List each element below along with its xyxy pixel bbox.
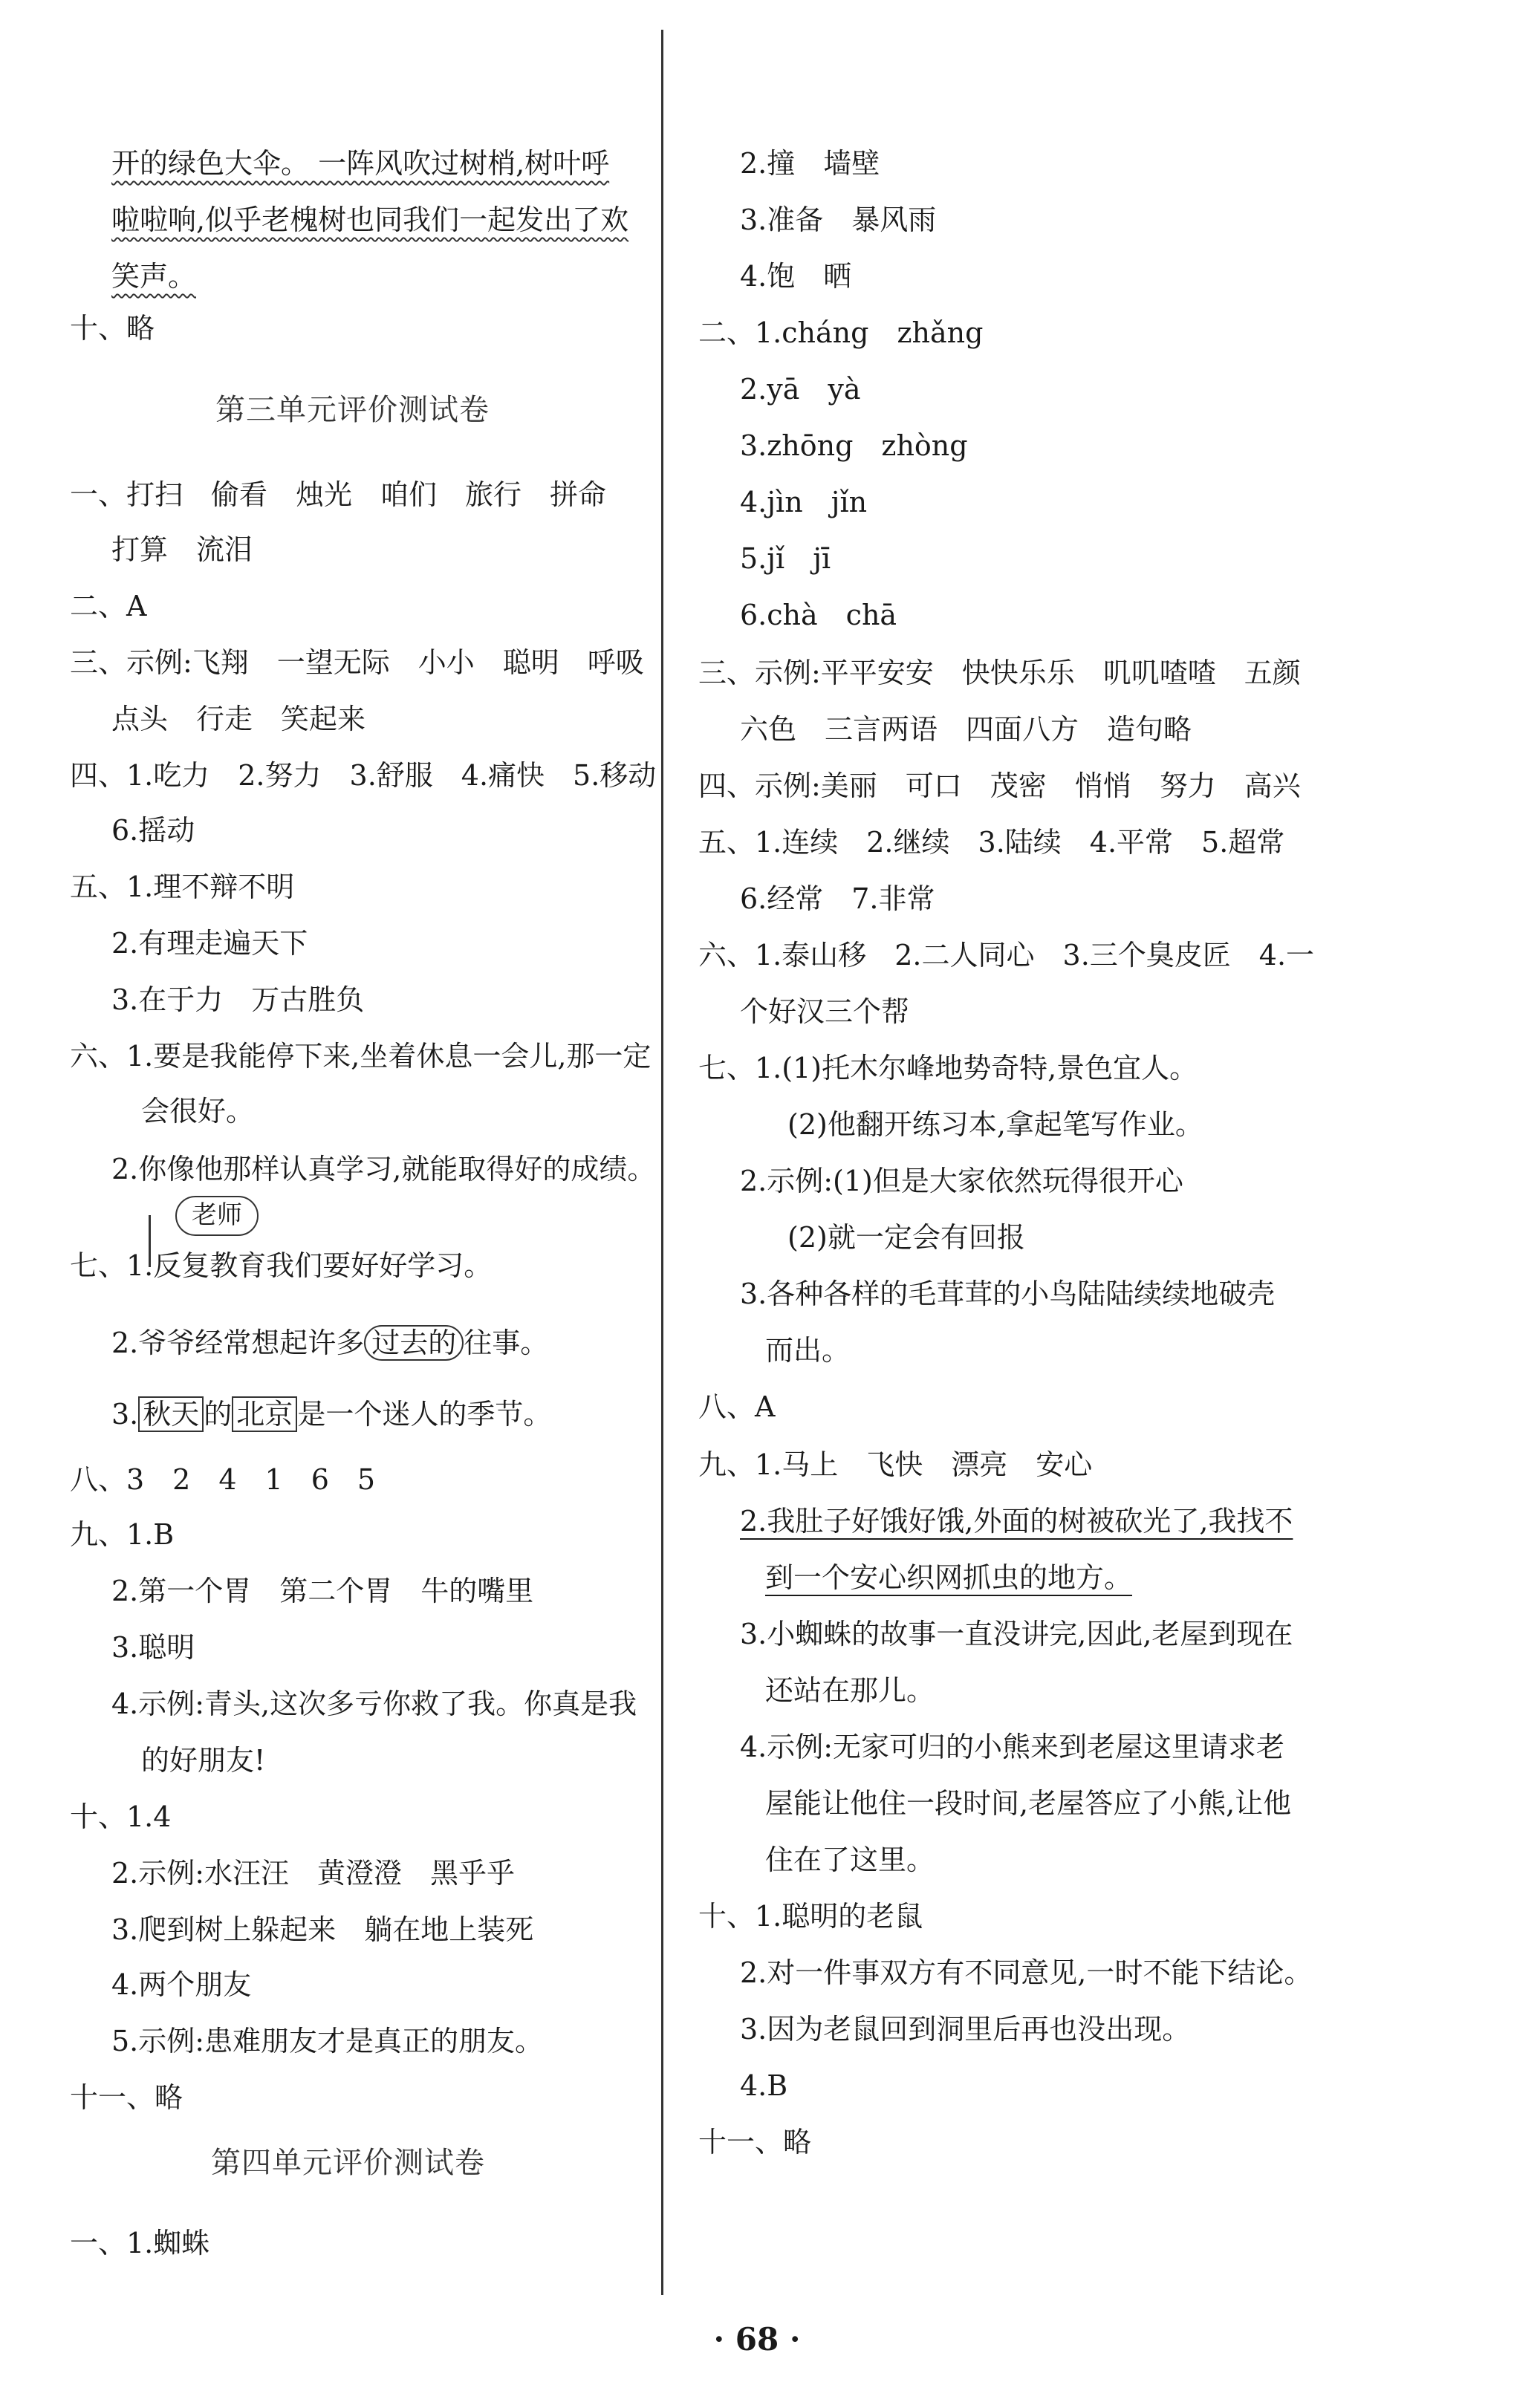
answer-line: 二、1.cháng zhǎng bbox=[698, 316, 984, 349]
inserted-word-mark: 老师 bbox=[175, 1196, 259, 1236]
answer-text: 往事。 bbox=[464, 1327, 549, 1359]
answer-text: 3. bbox=[111, 1398, 139, 1431]
answer-line: 2.撞 墙壁 bbox=[740, 147, 880, 180]
answer-line: 3.聪明 bbox=[111, 1631, 195, 1664]
answer-line: 还站在那儿。 bbox=[765, 1674, 935, 1707]
answer-line: 4.B bbox=[740, 2069, 788, 2102]
column-divider bbox=[661, 30, 663, 2295]
answer-line: 十、略 bbox=[70, 312, 155, 345]
answer-line: 4.jìn jǐn bbox=[740, 486, 868, 518]
answer-line: 十、1.聪明的老鼠 bbox=[698, 1900, 923, 1933]
answer-line: 四、示例:美丽 可口 茂密 悄悄 努力 高兴 bbox=[698, 769, 1301, 802]
answer-line: 个好汉三个帮 bbox=[740, 995, 910, 1028]
answer-line: 六、1.泰山移 2.二人同心 3.三个臭皮匠 4.一 bbox=[698, 939, 1315, 972]
answer-line: 2.你像他那样认真学习,就能取得好的成绩。 bbox=[111, 1153, 656, 1185]
circled-word: 过去的 bbox=[364, 1325, 464, 1361]
answer-line bbox=[111, 1392, 551, 1436]
answer-line: 屋能让他住一段时间,老屋答应了小熊,让他 bbox=[765, 1787, 1292, 1820]
answer-line: 2.对一件事双方有不同意见,一时不能下结论。 bbox=[740, 1956, 1313, 1989]
answer-line: 2.第一个胃 第二个胃 牛的嘴里 bbox=[111, 1575, 534, 1607]
answer-line: 3.因为老鼠回到洞里后再也没出现。 bbox=[740, 2013, 1191, 2046]
answer-line: 而出。 bbox=[765, 1334, 851, 1367]
answer-line: 2.示例:水汪汪 黄澄澄 黑乎乎 bbox=[111, 1857, 516, 1890]
answer-line: 点头 行走 笑起来 bbox=[111, 703, 366, 735]
answer-line: 住在了这里。 bbox=[765, 1844, 935, 1876]
answer-line bbox=[111, 1321, 548, 1365]
answer-line: 4.饱 晒 bbox=[740, 260, 852, 293]
answer-line: 八、A bbox=[698, 1390, 776, 1423]
answer-line: 十一、略 bbox=[698, 2126, 812, 2158]
answer-line: 3.在于力 万古胜负 bbox=[111, 983, 365, 1016]
answer-line: 4.两个朋友 bbox=[111, 1968, 252, 2001]
question-number: 七、1. bbox=[70, 1249, 154, 1282]
answer-line: 开的绿色大伞。 一阵风吹过树梢,树叶呼 bbox=[111, 147, 610, 180]
answer-line: 三、示例:平平安安 快快乐乐 叽叽喳喳 五颜 bbox=[698, 657, 1301, 689]
answer-line: 三、示例:飞翔 一望无际 小小 聪明 呼吸 bbox=[70, 646, 644, 679]
answer-line: 2.我肚子好饿好饿,外面的树被砍光了,我找不 bbox=[740, 1505, 1293, 1537]
answer-line: 5.jǐ jī bbox=[740, 542, 831, 575]
answer-line: 6.chà chā bbox=[740, 599, 897, 631]
answer-line: 3.zhōng zhòng bbox=[740, 429, 968, 462]
answer-text: 是一个迷人的季节。 bbox=[297, 1398, 552, 1431]
section-title-unit3: 第三单元评价测试卷 bbox=[215, 393, 490, 427]
answer-line: 十一、略 bbox=[70, 2081, 183, 2114]
section-title-unit4: 第四单元评价测试卷 bbox=[211, 2146, 485, 2180]
answer-line: 打算 流泪 bbox=[111, 533, 253, 566]
answer-line: 六色 三言两语 四面八方 造句略 bbox=[740, 713, 1192, 746]
answer-text: 的 bbox=[204, 1398, 233, 1431]
answer-line: 一、打扫 偷看 烛光 咱们 旅行 拼命 bbox=[70, 478, 607, 511]
answer-line: 九、1.马上 飞快 漂亮 安心 bbox=[698, 1448, 1093, 1481]
answer-text: 反复教育我们要好好学习。 bbox=[153, 1249, 493, 1282]
answer-line: (2)他翻开练习本,拿起笔写作业。 bbox=[787, 1108, 1203, 1141]
answer-line: 2.yā yà bbox=[740, 373, 861, 406]
answer-line: 的好朋友! bbox=[141, 1744, 266, 1777]
answer-line: 5.示例:患难朋友才是真正的朋友。 bbox=[111, 2025, 544, 2057]
answer-line: 九、1.B bbox=[70, 1518, 175, 1551]
boxed-word: 秋天 bbox=[138, 1396, 204, 1432]
page-number: · 68 · bbox=[713, 2321, 801, 2357]
answer-line: 4.示例:青头,这次多亏你救了我。你真是我 bbox=[111, 1688, 637, 1720]
answer-line: 2.有理走遍天下 bbox=[111, 927, 308, 960]
answer-text: 2.爷爷经常想起许多 bbox=[111, 1327, 365, 1359]
answer-line: 五、1.连续 2.继续 3.陆续 4.平常 5.超常 bbox=[698, 826, 1285, 859]
answer-line: 四、1.吃力 2.努力 3.舒服 4.痛快 5.移动 bbox=[70, 759, 657, 792]
answer-line bbox=[70, 1243, 492, 1288]
answer-line: 3.准备 暴风雨 bbox=[740, 204, 937, 236]
boxed-word: 北京 bbox=[232, 1396, 297, 1432]
answer-line: 二、A bbox=[70, 590, 147, 622]
answer-line: 五、1.理不辩不明 bbox=[70, 871, 295, 903]
answer-line: 六、1.要是我能停下来,坐着休息一会儿,那一定 bbox=[70, 1040, 652, 1073]
answer-line: 3.小蜘蛛的故事一直没讲完,因此,老屋到现在 bbox=[740, 1618, 1293, 1650]
answer-line: 七、1.(1)托木尔峰地势奇特,景色宜人。 bbox=[698, 1052, 1198, 1084]
answer-line: 八、3 2 4 1 6 5 bbox=[70, 1463, 376, 1496]
answer-line: 笑声。 bbox=[111, 260, 197, 293]
answer-line: 4.示例:无家可归的小熊来到老屋这里请求老 bbox=[740, 1731, 1285, 1763]
answer-line: 一、1.蜘蛛 bbox=[70, 2227, 210, 2259]
answer-line: 会很好。 bbox=[141, 1095, 255, 1127]
answer-line: 6.摇动 bbox=[111, 814, 195, 847]
answer-line: 3.爬到树上躲起来 躺在地上装死 bbox=[111, 1913, 534, 1946]
answer-line: (2)就一定会有回报 bbox=[787, 1221, 1025, 1254]
answer-line: 十、1.4 bbox=[70, 1800, 172, 1833]
answer-line: 到一个安心织网抓虫的地方。 bbox=[765, 1561, 1133, 1594]
answer-line: 6.经常 7.非常 bbox=[740, 882, 935, 915]
answer-line: 3.各种各样的毛茸茸的小鸟陆陆续续地破壳 bbox=[740, 1278, 1276, 1310]
answer-line: 啦啦响,似乎老槐树也同我们一起发出了欢 bbox=[111, 204, 629, 236]
answer-line: 2.示例:(1)但是大家依然玩得很开心 bbox=[740, 1165, 1183, 1197]
